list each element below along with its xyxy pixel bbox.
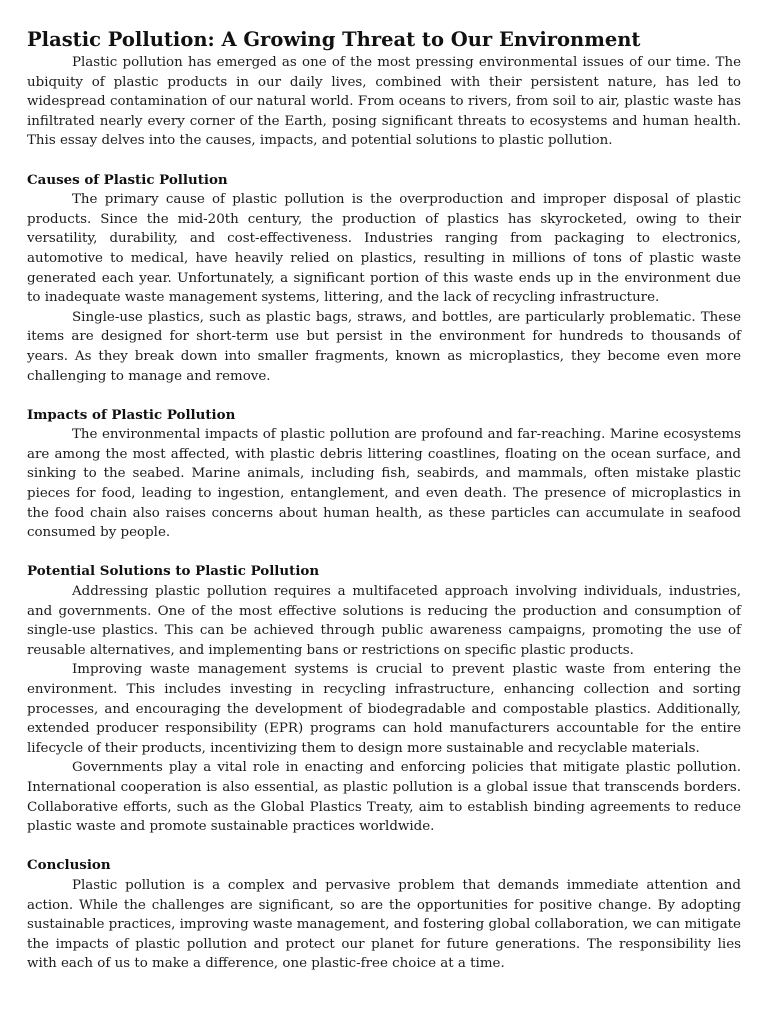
- body-paragraph: The primary cause of plastic pollution is the overproduction and improper disposal of plastic products. Since the mid-20th century, the production of plastics has skyrocketed, owing to their versatility, durability, and cost-effectiveness. Industries ranging from packaging to electronics, automotive to medical, have heavily relied on plastics, resulting in millions of tons of plastic waste generated each year. Unfortunately, a significant portion of this waste ends up in the environment due to inadequate waste management systems, littering, and the lack of recycling infrastructure.: [27, 192, 741, 306]
- body-paragraph: Plastic pollution is a complex and pervasive problem that demands immediate attention and action. While the challenges are significant, so are the opportunities for positive change. By adopting sustainable practices, improving waste management, and fostering global collaboration, we can mitigate the impacts of plastic pollution and protect our planet for future generations. The responsibility lies with each of us to make a difference, one plastic-free choice at a time.: [27, 877, 741, 972]
- body-paragraph: Improving waste management systems is crucial to prevent plastic waste from entering the environment. This includes investing in recycling infrastructure, enhancing collection and sorting processes, and encouraging the development of biodegradable and compostable plastics. Additionally, extended producer responsibility (EPR) programs can hold manufacturers accountable for the entire lifecycle of their products, incentivizing them to design more sustainable and recyclable materials.: [27, 662, 741, 756]
- intro-paragraph: Plastic pollution has emerged as one of the most pressing environmental issues of our time. The ubiquity of plastic products in our daily lives, combined with their persistent nature, has led to widespread contamination of our natural world. From oceans to rivers, from soil to air, plastic waste has infiltrated nearly every corner of the Earth, posing significant threats to ecosystems and human health. This essay delves into the causes, impacts, and potential solutions to plastic pollution.: [27, 55, 741, 149]
- body-paragraph: The environmental impacts of plastic pollution are profound and far-reaching. Marine ecosystems are among the most affected, with plastic debris littering coastlines, floating on the ocean surface, and sinking to the seabed. Marine animals, including fish, seabirds, and mammals, often mistake plastic pieces for food, leading to ingestion, entanglement, and even death. The presence of microplastics in the food chain also raises concerns about human health, as these particles can accumulate in seafood consumed by people.: [27, 427, 741, 541]
- section-gap: [27, 837, 741, 857]
- section-heading-solutions: Potential Solutions to Plastic Pollution: [27, 563, 320, 580]
- section-heading-impacts: Impacts of Plastic Pollution: [27, 406, 236, 423]
- section-gap: [27, 386, 741, 406]
- section-gap: [27, 151, 741, 171]
- section-heading-causes: Causes of Plastic Pollution: [27, 171, 228, 188]
- section-heading-conclusion: Conclusion: [27, 857, 111, 874]
- body-paragraph: Single-use plastics, such as plastic bags, straws, and bottles, are particularly problematic. These items are designed for short-term use but persist in the environment for hundreds to thousands of years. As they break down into smaller fragments, known as microplastics, they become even more challenging to manage and remove.: [27, 309, 741, 384]
- body-paragraph: Addressing plastic pollution requires a multifaceted approach involving individuals, industries, and governments. One of the most effective solutions is reducing the production and consumption of single-use plastics. This can be achieved through public awareness campaigns, promoting the use of reusable alternatives, and implementing bans or restrictions on specific plastic products.: [27, 584, 741, 658]
- document-title: Plastic Pollution: A Growing Threat to Our Environment: [27, 28, 641, 51]
- body-paragraph: Governments play a vital role in enacting and enforcing policies that mitigate plastic pollution. International cooperation is also essential, as plastic pollution is a global issue that transcends borders. Collaborative efforts, such as the Global Plastics Treaty, aim to establish binding agreements to reduce plastic waste and promote sustainable practices worldwide.: [27, 760, 741, 835]
- section-gap: [27, 543, 741, 563]
